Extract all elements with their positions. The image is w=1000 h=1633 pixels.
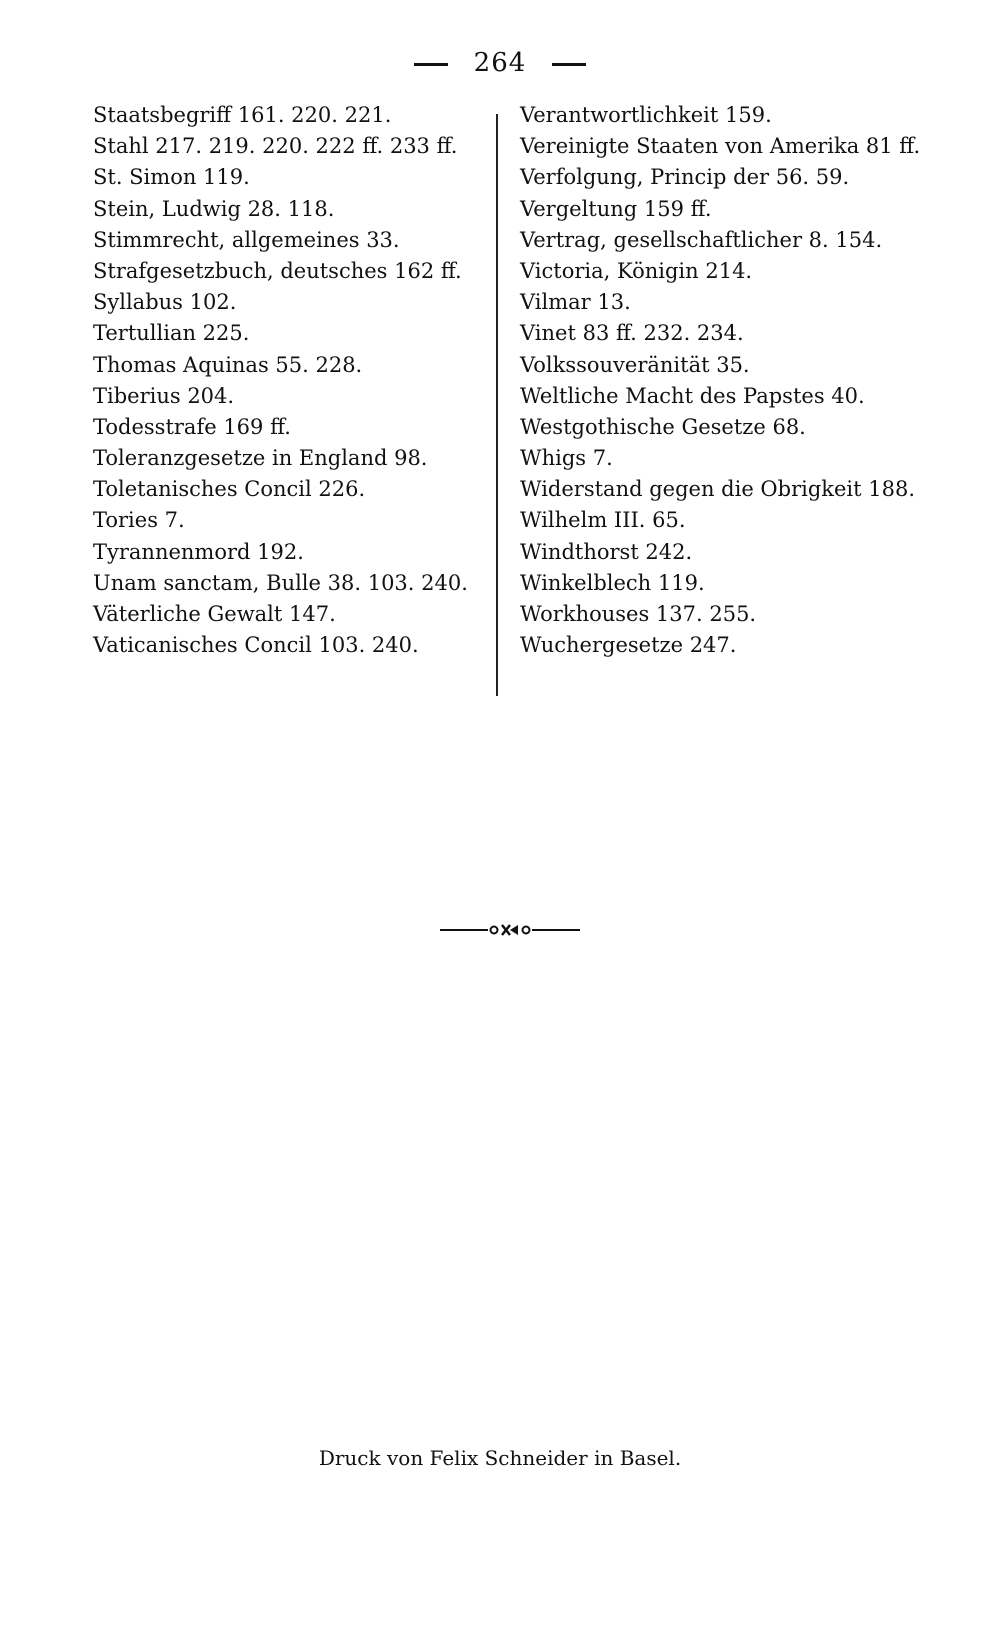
index-entry: Vereinigte Staaten von Amerika 81 ff. — [520, 134, 921, 159]
printer-imprint: Druck von Felix Schneider in Basel. — [318, 1446, 682, 1470]
index-entry: Vinet 83 ff. 232. 234. — [520, 321, 744, 346]
index-entry: Winkelblech 119. — [520, 570, 705, 595]
index-entry: Windthorst 242. — [520, 539, 693, 564]
index-entry: Todesstrafe 169 ff. — [93, 414, 291, 439]
index-entry: Tyrannenmord 192. — [93, 539, 304, 564]
index-entry: Staatsbegriff 161. 220. 221. — [93, 103, 392, 127]
index-entry: Verantwortlichkeit 159. — [520, 103, 772, 127]
index-entry: Toletanisches Concil 226. — [93, 477, 366, 502]
index-entry: Vaticanisches Concil 103. 240. — [93, 633, 419, 658]
index-column-right — [520, 100, 920, 661]
index-entry: Thomas Aquinas 55. 228. — [93, 352, 363, 377]
header-dash-right — [552, 63, 586, 66]
index-entry: Volkssouveränität 35. — [520, 352, 750, 377]
index-column-left — [93, 100, 483, 661]
page-number: 264 — [473, 48, 527, 78]
index-entry: Widerstand gegen die Obrigkeit 188. — [520, 477, 916, 502]
index-entry: Wuchergesetze 247. — [520, 633, 737, 658]
index-entry: Syllabus 102. — [93, 290, 237, 315]
column-divider — [496, 114, 498, 696]
index-entry: Wilhelm III. 65. — [520, 508, 686, 533]
index-entry: Strafgesetzbuch, deutsches 162 ff. — [93, 258, 462, 283]
page-header — [0, 48, 1000, 78]
index-entry: Unam sanctam, Bulle 38. 103. 240. — [93, 570, 468, 595]
index-entry: Vertrag, gesellschaftlicher 8. 154. — [520, 227, 883, 252]
header-dash-left — [414, 63, 448, 66]
index-entry: Stein, Ludwig 28. 118. — [93, 196, 335, 221]
index-entry: Weltliche Macht des Papstes 40. — [520, 383, 865, 408]
index-entry: Westgothische Gesetze 68. — [520, 414, 806, 439]
ornament-divider — [440, 922, 580, 938]
index-entry: Toleranzgesetze in England 98. — [93, 446, 428, 471]
index-entry: Väterliche Gewalt 147. — [93, 602, 336, 626]
index-entry: Victoria, Königin 214. — [520, 258, 753, 283]
index-entry: Stahl 217. 219. 220. 222 ff. 233 ff. — [93, 134, 458, 159]
index-entry: Workhouses 137. 255. — [520, 602, 757, 626]
index-entry: Tiberius 204. — [93, 383, 235, 408]
index-entry: St. Simon 119. — [93, 165, 250, 190]
index-entry: Vilmar 13. — [520, 290, 631, 315]
index-entry: Stimmrecht, allgemeines 33. — [93, 227, 400, 252]
index-entry: Whigs 7. — [520, 446, 613, 471]
index-entry: Verfolgung, Princip der 56. 59. — [520, 165, 850, 190]
index-entry: Tories 7. — [93, 508, 185, 533]
index-entry: Vergeltung 159 ff. — [520, 196, 712, 221]
index-entry: Tertullian 225. — [93, 321, 250, 346]
